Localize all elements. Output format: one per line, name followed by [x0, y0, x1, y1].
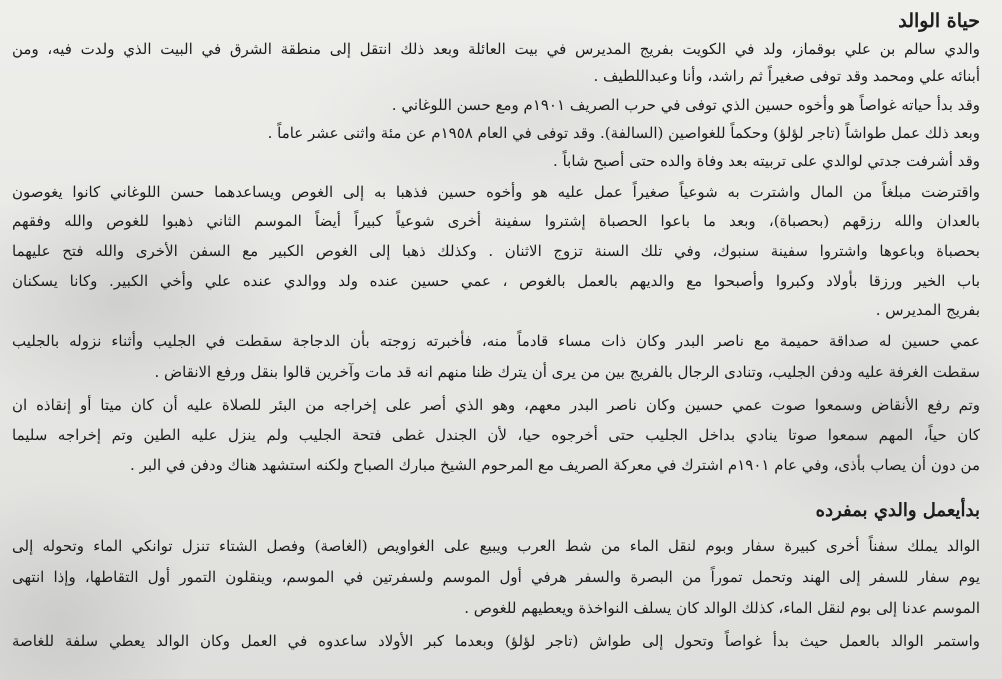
paragraph-line: وقد أشرفت جدتي لوالدي على تربيته بعد وفاة والده حتى أصبح شاباً . [553, 152, 980, 170]
paragraph-line: أبنائه علي ومحمد وقد توفى صغيراً ثم راشد، وأنا وعبداللطيف . [593, 67, 980, 85]
paragraph-line: والدي سالم بن علي بوقماز، ولد في الكويت بفريج المديرس في بيت العائلة وبعد ذلك انتقل إلى منطقة الشرق في البيت الذي ولدت فيه، ومن [12, 40, 980, 58]
paragraph-line: باب الخير ورزقا بأولاد وكبروا وأصبحوا مع والديهم بالعمل بالغوص ، عمي حسين عنده ولد ووالدي عنده علي وأخي الكبير. وكانا يسكنان [12, 272, 980, 290]
section-subtitle: بدأيعمل والدي بمفرده [815, 500, 980, 521]
paragraph-line: سقطت الغرفة عليه ودفن الجليب، وتنادى الرجال بالفريج بين من يرى أن يترك ظنا منهم انه قد مات وآخرين قالوا بنقل ورفع الانقاض . [154, 363, 980, 381]
paragraph-line: واقترضت مبلغاً من المال واشترت به شوعياً صغيراً عمل عليه هو وأخوه حسين فذهبا به إلى الغوص ويساعدهما حسن اللوغاني كانوا يغوصون [12, 183, 980, 201]
paragraph-line: عمي حسين له صداقة حميمة مع ناصر البدر وكان ذات مساء قادماً منه، فأخبرته زوجته بأن الدجاجة سقطت في الجليب وأثناء نزوله بالجليب [12, 332, 980, 350]
paragraph-line: من دون أن يصاب بأذى، وفي عام ١٩٠١م اشترك في معركة الصريف مع المرحوم الشيخ مبارك الصباح ولكنه استشهد هناك ودفن في البر . [130, 456, 980, 474]
paragraph-line: وقد بدأ حياته غواصاً هو وأخوه حسين الذي توفى في حرب الصريف ١٩٠١م ومع حسن اللوغاني . [391, 96, 980, 114]
paragraph-line: وبعد ذلك عمل طواشاً (تاجر لؤلؤ) وحكماً للغواصين (السالفة). وقد توفى في العام ١٩٥٨م عن مئة واثنى عشر عاماً . [267, 124, 980, 142]
paragraph-line: بحصباة وباعوها واشتروا سفينة سنبوك، وفي تلك السنة تزوج الاثنان . وكذلك ذهبا إلى الغوص الكبير مع السفن الأخرى والله فتح عليهما [12, 242, 980, 260]
paragraph-line: الوالد يملك سفناً أخرى كبيرة سفار وبوم لنقل الماء من شط العرب ويبيع على الغواويص (الغاصة) وفصل الشتاء تنزل توانكي الماء وتحوله إلى [12, 537, 980, 555]
paragraph-line: وتم رفع الأنقاض وسمعوا صوت عمي حسين وكان ناصر البدر معهم، وهو الذي أصر على إخراجه من البئر للصلاة عليه أن كان ميتا أو إنقاذه ان [12, 396, 980, 414]
paragraph-line: بالعدان والله رزقهم (بحصباة)، وبعد ما باعوا الحصباة إشتروا سفينة أخرى شوعياً كبيراً أيضاً الموسم الثاني ذهبوا للغوص والله وفقهم [12, 212, 980, 230]
paragraph-line: بفريج المديرس . [875, 301, 980, 319]
paragraph-line: كان حياً، المهم سمعوا صوتا ينادي بداخل الجليب حتى أخرجوه حيا، لأن الجندل غطى فتحة الجليب ولم ينزل عليه الطين وتم إخراجه سليما [12, 426, 980, 444]
page-title: حياة الوالد [898, 10, 980, 32]
paragraph-line: واستمر الوالد بالعمل حيث بدأ غواصاً وتحول إلى طواش (تاجر لؤلؤ) وبعدما كبر الأولاد ساعدوه في العمل وكان الوالد يعطي سلفة للغاصة [12, 632, 980, 650]
paragraph-line: الموسم عدنا إلى بوم لنقل الماء، كذلك الوالد كان يسلف النواخذة ويعطيهم للغوص . [464, 599, 980, 617]
paragraph-line: يوم سفار للسفر إلى الهند وتحمل تموراً من البصرة والسفر هرفي أول الموسم ولسفرتين في الموسم، وينقلون التمور أول التقاطها، وإذا انتهى [12, 568, 980, 586]
